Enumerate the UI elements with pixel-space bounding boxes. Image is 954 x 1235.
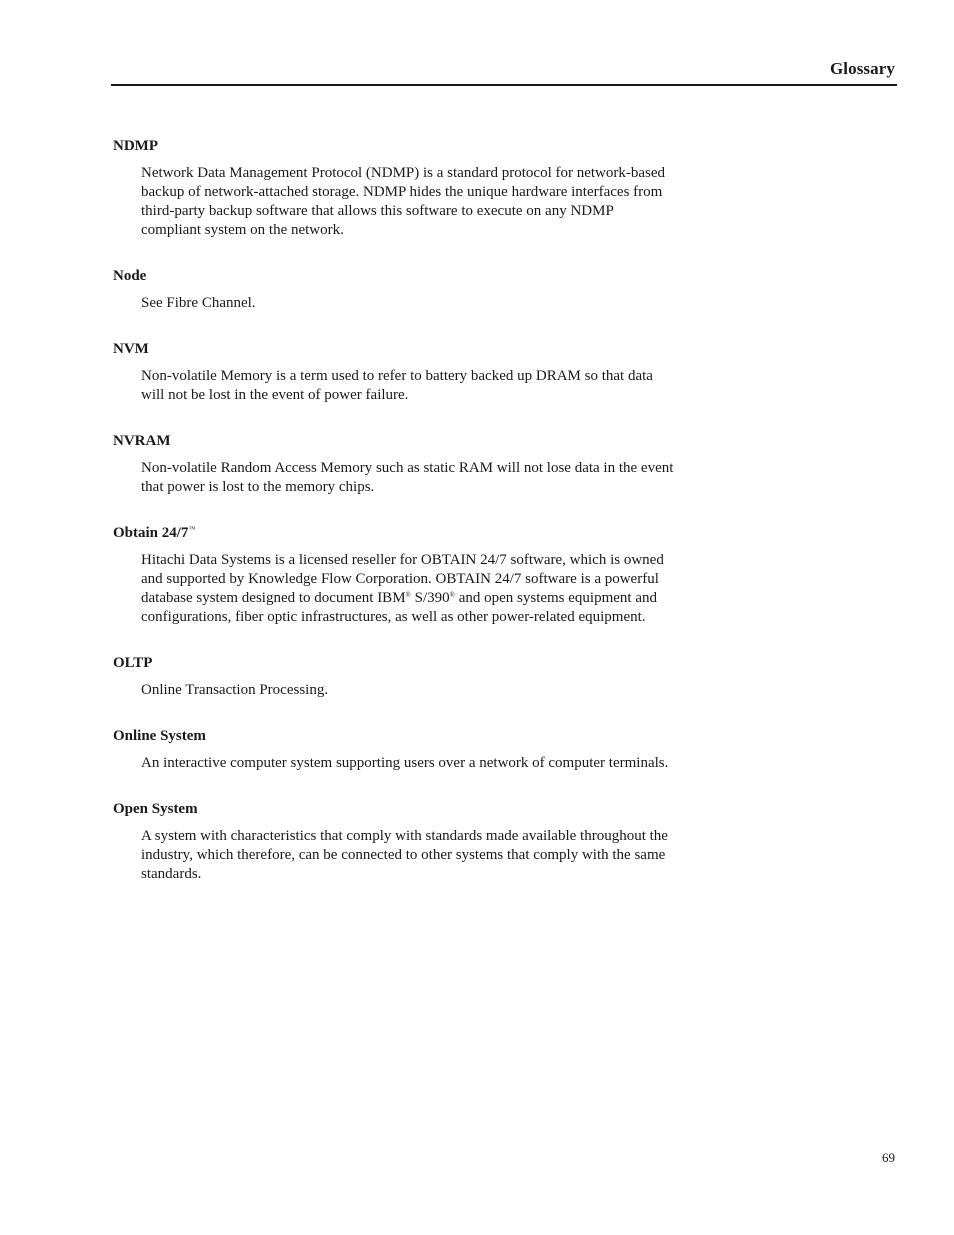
glossary-entry-oltp: [113, 654, 673, 700]
glossary-definition: Network Data Management Protocol (NDMP) is a standard protocol for network-based backup of network-attached storage. NDMP hides the unique hardware interfaces from third-party backup software that allows this software to execute on any NDMP compliant system on the network.: [141, 165, 666, 238]
registered-mark: ®: [405, 591, 411, 599]
glossary-term: Node: [113, 268, 147, 284]
glossary-term: OLTP: [113, 655, 153, 671]
glossary-definition: A system with characteristics that comply with standards made available throughout the industry, which therefore, can be connected to other systems that comply with the same standards.: [141, 828, 668, 882]
glossary-term: NDMP: [113, 138, 158, 154]
glossary-term-text: Obtain 24/7: [113, 525, 189, 541]
definition-text-part: and open systems equipment and configurations, fiber optic infrastructures, as well as other power-related equipment.: [141, 590, 657, 625]
glossary-list: [113, 137, 673, 911]
glossary-term: Open System: [113, 801, 198, 817]
glossary-entry-online-system: [113, 727, 673, 773]
glossary-term: NVRAM: [113, 433, 171, 449]
glossary-definition: [141, 551, 676, 627]
page-header: [111, 58, 897, 86]
glossary-entry-ndmp: [113, 137, 673, 240]
definition-text-part: Hitachi Data Systems is a licensed reseller for OBTAIN 24/7 software, which is owned and supported by Knowledge Flow Corporation. OBTAIN 24/7 software is a powerful database system designed to document IBM: [141, 552, 664, 606]
definition-text-part: S/390: [410, 590, 450, 606]
registered-mark: ®: [449, 591, 455, 599]
glossary-definition: See Fibre Channel.: [141, 295, 256, 311]
glossary-entry-node: [113, 267, 673, 313]
glossary-term: Online System: [113, 728, 206, 744]
glossary-entry-open-system: [113, 800, 673, 884]
glossary-entry-nvram: [113, 432, 673, 497]
glossary-definition: Online Transaction Processing.: [141, 682, 329, 698]
glossary-definition: Non-volatile Memory is a term used to refer to battery backed up DRAM so that data will not be lost in the event of power failure.: [141, 368, 653, 403]
glossary-entry-obtain: [113, 524, 673, 627]
glossary-definition: An interactive computer system supporting users over a network of computer terminals.: [141, 755, 669, 771]
glossary-term: [113, 524, 673, 542]
glossary-definition: Non-volatile Random Access Memory such as static RAM will not lose data in the event that power is lost to the memory chips.: [141, 460, 674, 495]
trademark-mark: ™: [188, 525, 196, 533]
glossary-entry-nvm: [113, 340, 673, 405]
glossary-term: NVM: [113, 341, 149, 357]
section-title: Glossary: [829, 59, 895, 78]
page-number: 69: [882, 1150, 895, 1165]
